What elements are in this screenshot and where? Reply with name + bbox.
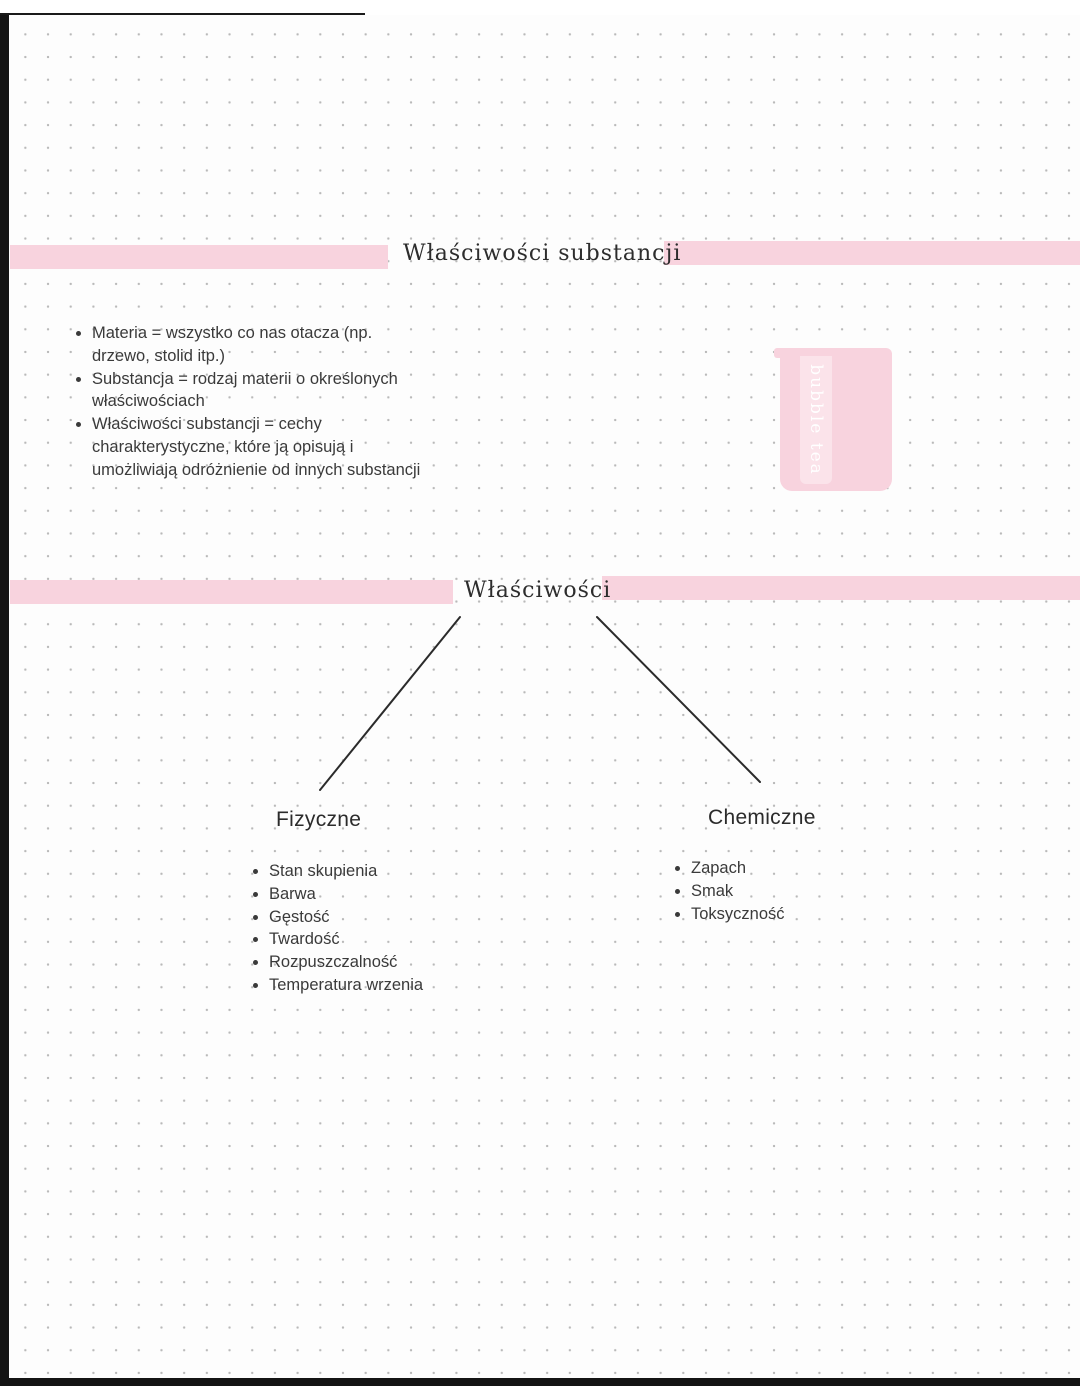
list-item: • Substancja = rodzaj materii o określonych właściwościach <box>92 368 422 414</box>
list-item: • Materia = wszystko co nas otacza (np. drzewo, stolid itp.) <box>92 322 422 368</box>
physical-list <box>249 860 423 997</box>
list-item: • Gęstość <box>269 906 423 929</box>
branch-line-chemical <box>597 617 760 782</box>
sticker-label: bubble tea <box>806 364 826 476</box>
list-item: • Właściwości substancji = cechy charakterystyczne, które ją opisują i umożliwiają odróżnienie od innych substancji <box>92 413 422 481</box>
list-item: • Twardość <box>269 928 423 951</box>
list-item: • Barwa <box>269 883 423 906</box>
chemical-title: Chemiczne <box>708 806 816 829</box>
physical-title: Fizyczne <box>276 808 362 831</box>
chemical-list <box>671 857 785 925</box>
list-item: • Zapach <box>691 857 785 880</box>
page-title: Właściwości substancji <box>403 241 682 266</box>
list-item: • Temperatura wrzenia <box>269 974 423 997</box>
branch-line-physical <box>320 617 460 790</box>
list-item: • Stan skupienia <box>269 860 423 883</box>
section-heading: Właściwości <box>464 578 612 603</box>
list-item: • Smak <box>691 880 785 903</box>
list-item: • Rozpuszczalność <box>269 951 423 974</box>
list-item: • Toksyczność <box>691 903 785 926</box>
